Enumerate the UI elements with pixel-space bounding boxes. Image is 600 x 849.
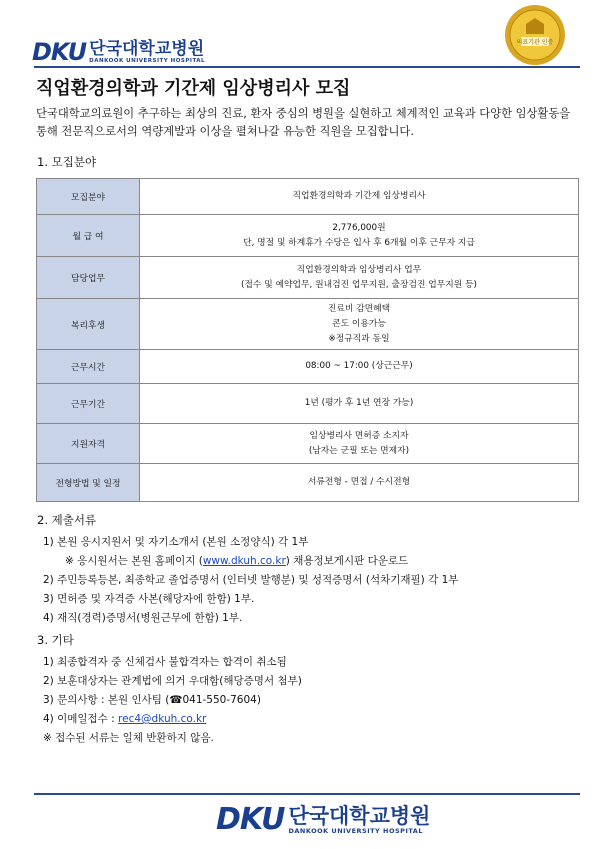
row-label: 월 급 여 [37,215,140,257]
header-rule [34,66,580,68]
table-row [37,215,579,257]
section-heading-recruit: 1. 모집분야 [37,155,97,169]
row-value: 서류전형 - 면접 / 수시전형 [140,464,579,502]
row-label: 근무기간 [37,384,140,424]
list-item: 1) 최종합격자 중 신체검사 불합격자는 합격이 취소됨 [43,656,287,668]
row-value: 진료비 감면혜택 콘도 이용가능 ※정규직과 동일 [140,299,579,350]
email-link[interactable]: rec4@dkuh.co.kr [118,713,207,725]
homepage-link[interactable]: www.dkuh.co.kr [202,555,286,567]
section-heading-etc: 3. 기타 [37,633,74,647]
row-value: 임상병리사 면허증 소지자 (남자는 군필 또는 면제자) [140,424,579,464]
table-row [37,464,579,502]
list-item: 3) 면허증 및 자격증 사본(해당자에 한함) 1부. [43,593,255,605]
table-row [37,299,579,350]
logo-mark: DKU [216,802,285,837]
row-label: 담당업무 [37,257,140,299]
etc-list [43,654,302,749]
page-title: 직업환경의학과 기간제 임상병리사 모집 [36,78,351,99]
seal-label: 의료기관 인증 [516,39,554,46]
table-row [37,179,579,215]
logo-mark: DKU [32,38,87,66]
logo-name-ko: 단국대학교병원 [89,39,205,59]
row-value: 직업환경의학과 기간제 임상병리사 [140,179,579,215]
logo-name-en: DANKOOK UNIVERSITY HOSPITAL [89,58,206,64]
row-label: 근무시간 [37,350,140,384]
list-item: 2) 보훈대상자는 관계법에 의거 우대함(해당증명서 첨부) [43,675,302,687]
row-label: 모집분야 [37,179,140,215]
row-label: 복리후생 [37,299,140,350]
section-heading-documents: 2. 제출서류 [37,513,97,527]
list-item: 1) 본원 응시지원서 및 자기소개서 (본원 소정양식) 각 1부 [43,536,309,548]
recruit-table [36,178,579,502]
intro-paragraph: 단국대학교의료원이 추구하는 최상의 진료, 환자 중심의 병원을 실현하고 체계적인 교육과 다양한 임상활동을 통해 전문직으로서의 역량계발과 이상을 펼쳐나갈 유능한 직원을 모집합니다. [36,107,571,138]
list-item: ※ 접수된 서류는 일체 반환하지 않음. [43,732,214,744]
logo-name-ko: 단국대학교병원 [288,803,431,828]
table-row [37,257,579,299]
table-row [37,424,579,464]
logo-name-en: DANKOOK UNIVERSITY HOSPITAL [288,826,423,835]
accreditation-seal-icon [504,4,566,66]
list-item-note: ※ 응시원서는 본원 홈페이지 (www.dkuh.co.kr) 채용정보게시판 다운로드 [65,555,409,567]
row-value: 08:00 ~ 17:00 (상근근무) [140,350,579,384]
documents-list [43,534,458,629]
list-item: 4) 이메일접수 : rec4@dkuh.co.kr [43,713,207,725]
table-row [37,384,579,424]
list-item: 4) 재직(경력)증명서(병원근무에 한함) 1부. [43,612,243,624]
table-row [37,350,579,384]
row-value: 직업환경의학과 임상병리사 업무 (접수 및 예약업무, 원내검진 업무지원, 출장검진 업무지원 등) [140,257,579,299]
row-label: 전형방법 및 일정 [37,464,140,502]
row-value: 1년 (평가 후 1년 연장 가능) [140,384,579,424]
hospital-logo-top [32,38,205,66]
row-value: 2,776,000원 단, 명절 및 하계휴가 수당은 입사 후 6개월 이후 근무자 지급 [140,215,579,257]
list-item: 2) 주민등록등본, 최종학교 졸업증명서 (인터넷 발행분) 및 성적증명서 (석차기재필) 각 1부 [43,574,459,586]
hospital-logo-bottom [216,802,430,837]
footer-rule [34,793,580,795]
list-item: 3) 문의사항 : 본원 인사팀 (☎041-550-7604) [43,694,261,706]
row-label: 지원자격 [37,424,140,464]
